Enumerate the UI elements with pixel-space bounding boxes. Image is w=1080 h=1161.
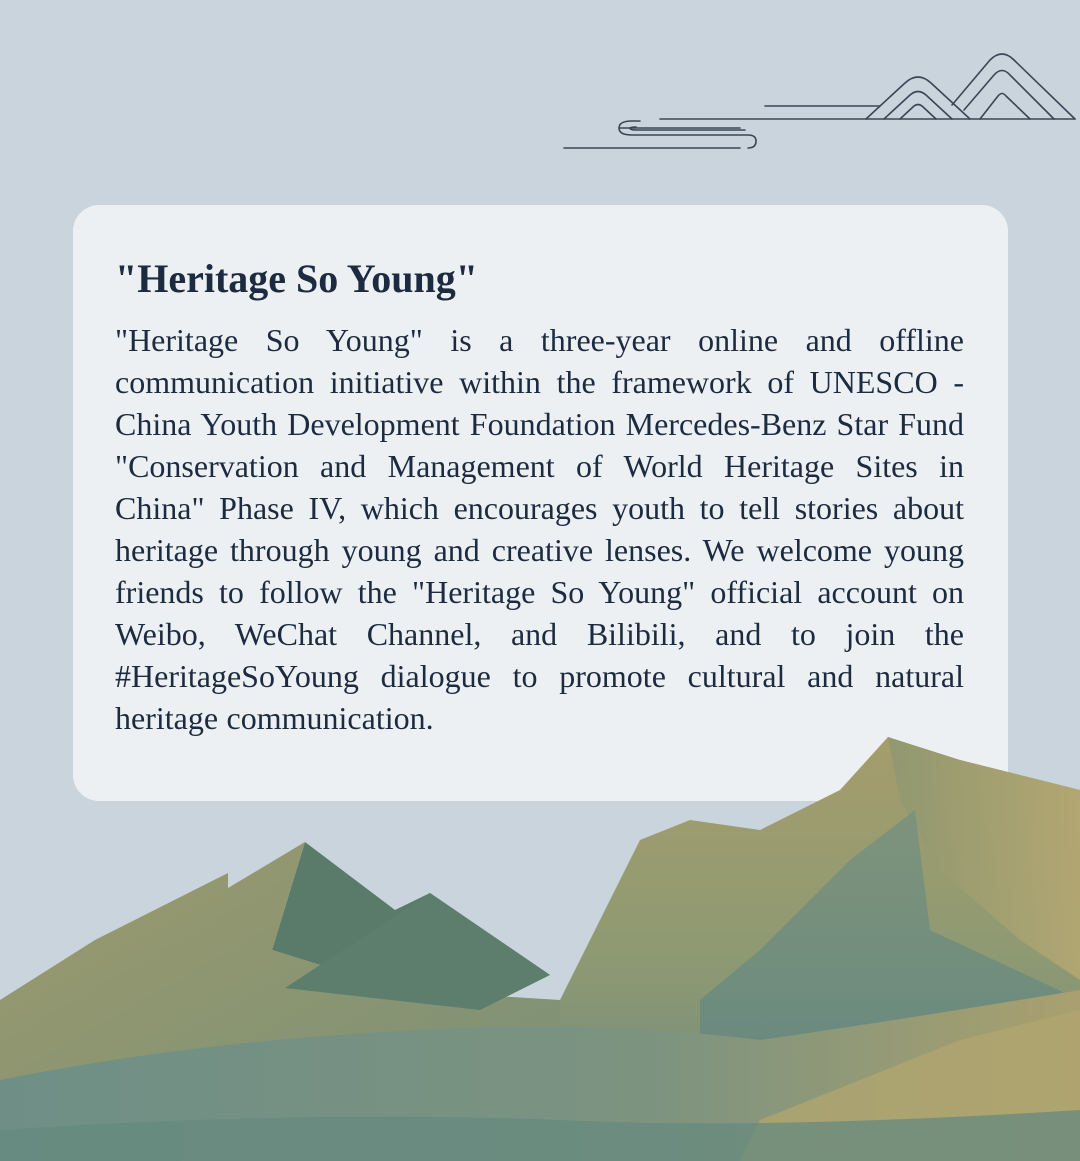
info-card bbox=[73, 205, 1008, 801]
card-body-text: "Heritage So Young" is a three-year online and offline communication initiative within the framework of UNESCO - China Youth Development Foundation Mercedes-Benz Star Fund "Conservation and Management of World Heritage Sites in China" Phase IV, which encourages youth to tell stories about heritage through young and creative lenses. We welcome young friends to follow the "Heritage So Young" official account on Weibo, WeChat Channel, and Bilibili, and to join the #HeritageSoYoung dialogue to promote cultural and natural heritage communication. bbox=[115, 322, 964, 736]
card-title: "Heritage So Young" bbox=[115, 256, 478, 301]
